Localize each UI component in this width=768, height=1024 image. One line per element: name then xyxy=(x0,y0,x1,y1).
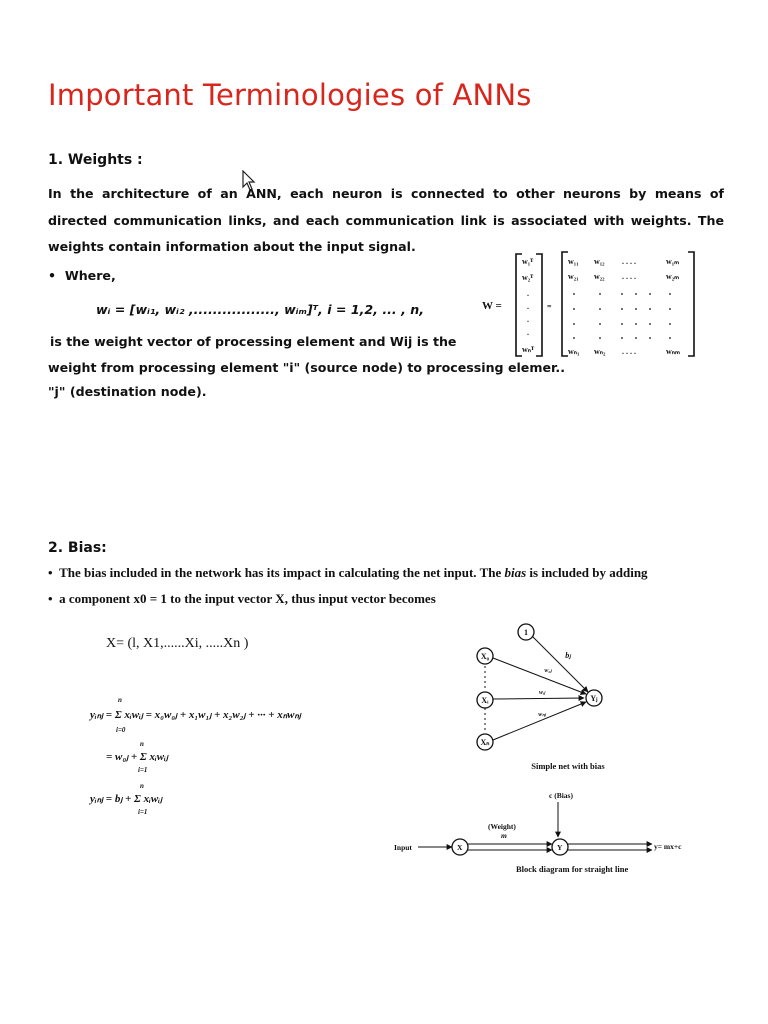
weight-matrix xyxy=(482,246,704,362)
block-input-label: Input xyxy=(394,843,412,852)
where-label: Where, xyxy=(64,268,116,283)
weights-desc-1: is the weight vector of processing element and Wij is the xyxy=(50,334,457,349)
wn-label: wₙⱼ xyxy=(538,712,546,718)
input-vector-eq: X= (l, X1,......Xi, .....Xn ) xyxy=(106,636,249,651)
sum-top-2: n xyxy=(140,740,144,748)
bias-bullet-1-em: bias xyxy=(504,565,527,580)
m-w2m: w₂ₘ xyxy=(666,272,680,281)
x0-label: X₀ xyxy=(480,652,490,661)
m-dots-r1: . . . . xyxy=(622,257,636,266)
vec-wn: wₙᵀ xyxy=(522,345,535,354)
vec-dot-3: . xyxy=(527,315,529,324)
block-weight-label: (Weight) xyxy=(488,822,516,831)
block-output-label: y= mx+c xyxy=(654,842,682,851)
m-w1m: w₁ₘ xyxy=(666,257,680,266)
weights-desc-2: weight from processing element "i" (source node) to processing elemer.. xyxy=(48,360,565,375)
weights-bullet xyxy=(48,268,116,283)
equation-3: yᵢₙⱼ = bⱼ + Σ xᵢwᵢⱼ xyxy=(90,793,163,805)
vec-dot-2: . xyxy=(527,302,529,311)
bias-bullet-2 xyxy=(48,591,436,607)
matrix-interior-dots xyxy=(573,293,671,339)
weight-vector-formula: wᵢ = [wᵢ₁, wᵢ₂ ,................., wᵢₘ]ᵀ, i = 1,2, ... , n, xyxy=(96,302,424,317)
m-w21: w₂₁ xyxy=(568,272,579,281)
bullet-dot: • xyxy=(48,591,60,606)
block-x-label: X xyxy=(457,843,463,852)
simple-net-diagram xyxy=(462,618,642,778)
bias-bullet-1-post: is included by adding xyxy=(526,565,648,580)
m-w22: w₂₂ xyxy=(594,272,605,281)
bullet-dot: • xyxy=(48,268,65,283)
sum-bot-1: i=0 xyxy=(116,726,126,734)
vec-dot-1: . xyxy=(527,289,529,298)
vec-w1: w₁ᵀ xyxy=(522,257,534,266)
weights-paragraph: In the architecture of an ANN, each neuron is connected to other neurons by means of directed communication links, and each communication link is associated with weights. The weights contain information about the input signal. xyxy=(48,186,724,254)
block-m-label: m xyxy=(501,831,507,840)
wi-label: wᵢⱼ xyxy=(538,690,546,696)
sum-bot-3: i=1 xyxy=(138,808,148,816)
m-w12: w₁₂ xyxy=(594,257,605,266)
b-label: bⱼ xyxy=(565,651,571,660)
y-label: Yⱼ xyxy=(590,694,598,703)
bias-bullet-1 xyxy=(48,565,648,581)
sum-bot-2: i=1 xyxy=(138,766,148,774)
matrix-w-label: W = xyxy=(482,300,502,312)
equation-2: = w₀ⱼ + Σ xᵢwᵢⱼ xyxy=(106,751,168,763)
block-y-label: Y xyxy=(557,843,563,852)
page-title: Important Terminologies of ANNs xyxy=(48,78,532,112)
block-caption: Block diagram for straight line xyxy=(516,864,629,874)
w0-label: w₀ⱼ xyxy=(544,668,552,674)
vec-w2: w₂ᵀ xyxy=(522,273,534,282)
bias-bullet-1-pre: The bias included in the network has its impact in calculating the net input. The xyxy=(59,565,505,580)
sum-top-1: n xyxy=(118,696,122,704)
weights-desc-3: "j" (destination node). xyxy=(48,384,207,399)
equation-1: yᵢₙⱼ = Σ xᵢwᵢⱼ = x₀w₀ⱼ + x₁w₁ⱼ + x₂w₂ⱼ + ··· + xₙwₙⱼ xyxy=(90,709,301,721)
m-wnm: wₙₘ xyxy=(666,347,680,356)
xn-label: Xₙ xyxy=(480,738,490,747)
m-w11: w₁₁ xyxy=(568,257,579,266)
bias-node-label: 1 xyxy=(524,628,528,637)
m-wn1: wₙ₁ xyxy=(568,347,580,356)
m-dots-r2: . . . . xyxy=(622,272,636,281)
bias-heading: 2. Bias: xyxy=(48,540,107,556)
vec-dot-4: . xyxy=(527,328,529,337)
matrix-eq: = xyxy=(547,302,552,311)
bias-bullet-2-text: a component x0 = 1 to the input vector X, thus input vector becomes xyxy=(59,591,436,606)
block-bias-label: c (Bias) xyxy=(549,791,573,800)
weights-heading: 1. Weights : xyxy=(48,152,143,168)
sum-top-3: n xyxy=(140,782,144,790)
block-diagram xyxy=(390,786,700,882)
m-wn2: wₙ₂ xyxy=(594,347,606,356)
m-dots-rn: . . . . xyxy=(622,347,636,356)
net-caption: Simple net with bias xyxy=(531,761,605,771)
xi-label: Xᵢ xyxy=(481,696,489,705)
bullet-dot: • xyxy=(48,565,60,580)
